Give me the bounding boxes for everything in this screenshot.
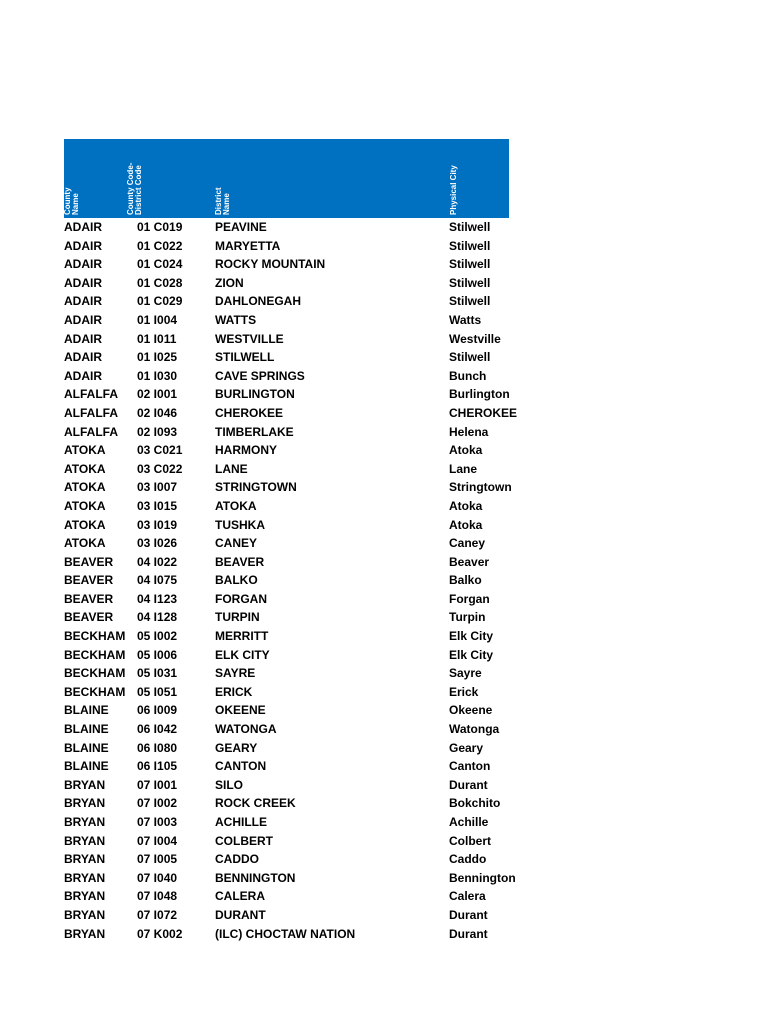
physical-city-cell[interactable]: Stilwell <box>449 350 491 365</box>
county-name-cell[interactable]: BEAVER <box>64 573 114 588</box>
district-code-cell[interactable]: 01 C019 <box>137 220 183 234</box>
district-name-cell[interactable]: CHEROKEE <box>215 405 284 420</box>
district-code-cell[interactable]: 05 I002 <box>137 629 178 644</box>
header-line: District <box>214 187 223 215</box>
district-code-cell[interactable]: 07 K002 <box>137 926 183 941</box>
physical-city-cell[interactable]: Atoka <box>449 517 483 532</box>
district-code-cell[interactable]: 06 I042 <box>137 722 178 737</box>
county-name-cell[interactable]: ATOKA <box>64 443 106 458</box>
district-code-cell[interactable]: 01 I025 <box>137 350 178 365</box>
district-code-cell[interactable]: 01 I011 <box>137 331 177 346</box>
district-name-cell[interactable]: DAHLONEGAH <box>215 294 301 309</box>
county-name-cell[interactable]: BRYAN <box>64 907 106 922</box>
physical-city-cell[interactable]: Helena <box>449 424 489 439</box>
district-code-cell[interactable]: 07 I040 <box>137 870 178 885</box>
district-name-cell[interactable]: CAVE SPRINGS <box>215 368 305 383</box>
physical-city-cell[interactable]: Turpin <box>449 610 486 625</box>
county-name-cell[interactable]: ADAIR <box>64 368 102 383</box>
district-code-cell[interactable]: 03 I015 <box>137 498 178 513</box>
table-row[interactable] <box>64 237 509 256</box>
district-name-cell[interactable]: STRINGTOWN <box>215 480 297 495</box>
table-row[interactable] <box>64 832 509 851</box>
county-name-cell[interactable]: ADAIR <box>64 275 102 290</box>
district-name-cell[interactable]: ZION <box>215 275 244 290</box>
district-name-cell[interactable]: BURLINGTON <box>215 387 295 402</box>
county-name-cell[interactable]: ADAIR <box>64 238 102 253</box>
physical-city-cell[interactable]: Durant <box>449 907 488 922</box>
district-code-cell[interactable]: 01 C028 <box>137 275 183 290</box>
district-code-cell[interactable]: 01 C029 <box>137 294 183 309</box>
physical-city-cell[interactable]: Stilwell <box>449 275 491 290</box>
table-row[interactable] <box>64 739 509 758</box>
table-row[interactable] <box>64 664 509 683</box>
physical-city-cell[interactable]: Erick <box>449 684 479 699</box>
district-name-cell[interactable]: LANE <box>215 461 248 476</box>
district-code-cell[interactable]: 04 I128 <box>137 610 178 625</box>
table-row[interactable] <box>64 608 509 627</box>
district-code-cell[interactable]: 02 I001 <box>137 387 178 402</box>
physical-city-cell[interactable]: Elk City <box>449 629 494 644</box>
district-name-cell[interactable]: BEAVER <box>215 554 265 569</box>
table-row[interactable] <box>64 385 509 404</box>
physical-city-cell[interactable]: Durant <box>449 926 488 941</box>
district-code-cell[interactable]: 02 I093 <box>137 424 178 439</box>
district-name-cell[interactable]: ERICK <box>215 684 253 699</box>
district-code-cell[interactable]: 05 I031 <box>137 666 178 681</box>
table-row[interactable] <box>64 534 509 553</box>
district-name-cell[interactable]: GEARY <box>215 740 258 755</box>
physical-city-cell[interactable]: CHEROKEE <box>449 405 518 420</box>
district-table <box>63 139 518 943</box>
physical-city-cell[interactable]: Bunch <box>449 368 487 383</box>
district-code-cell[interactable]: 06 I009 <box>137 703 178 718</box>
district-code-cell[interactable]: 07 I001 <box>137 777 178 792</box>
table-row[interactable] <box>64 348 509 367</box>
district-code-cell[interactable]: 03 C021 <box>137 443 183 458</box>
district-code-cell[interactable]: 05 I051 <box>137 684 178 699</box>
table-row[interactable] <box>64 683 509 702</box>
county-name-cell[interactable]: BLAINE <box>64 759 109 774</box>
district-name-cell[interactable]: TUSHKA <box>215 517 265 532</box>
county-name-cell[interactable]: BRYAN <box>64 870 106 885</box>
physical-city-cell[interactable]: Okeene <box>449 703 493 718</box>
district-name-cell[interactable]: OKEENE <box>215 703 266 718</box>
header-line: Physical City <box>449 165 458 215</box>
table-row[interactable] <box>64 404 518 423</box>
county-name-cell[interactable]: BRYAN <box>64 926 106 941</box>
district-name-cell[interactable]: BENNINGTON <box>215 870 296 885</box>
county-name-cell[interactable]: BRYAN <box>64 889 106 904</box>
physical-city-cell[interactable]: Burlington <box>449 387 510 402</box>
county-name-cell[interactable]: ATOKA <box>64 517 106 532</box>
physical-city-cell[interactable]: Caddo <box>449 852 487 867</box>
header-line: County Code- <box>126 162 135 215</box>
district-name-cell[interactable]: ROCKY MOUNTAIN <box>215 257 326 272</box>
header-county-name[interactable] <box>64 187 80 215</box>
county-name-cell[interactable]: ADAIR <box>64 257 102 272</box>
county-name-cell[interactable]: ALFALFA <box>64 424 118 439</box>
county-name-cell[interactable]: ALFALFA <box>64 387 118 402</box>
county-name-cell[interactable]: BEAVER <box>64 591 114 606</box>
county-name-cell[interactable]: ADAIR <box>64 294 102 309</box>
district-code-cell[interactable]: 07 I048 <box>137 889 178 904</box>
county-name-cell[interactable]: ATOKA <box>64 480 106 495</box>
header-line: Name <box>71 193 80 215</box>
county-name-cell[interactable]: BEAVER <box>64 554 114 569</box>
physical-city-cell[interactable]: Bennington <box>449 870 516 885</box>
county-name-cell[interactable]: BEAVER <box>64 610 114 625</box>
county-name-cell[interactable]: BECKHAM <box>64 629 126 644</box>
district-name-cell[interactable]: MERRITT <box>215 629 269 644</box>
district-code-cell[interactable]: 07 I072 <box>137 907 178 922</box>
physical-city-cell[interactable]: Elk City <box>449 647 494 662</box>
district-code-cell[interactable]: 01 I004 <box>137 312 178 327</box>
table-row[interactable] <box>64 869 516 888</box>
table-row[interactable] <box>64 478 512 497</box>
district-code-cell[interactable]: 03 I007 <box>137 480 178 495</box>
county-name-cell[interactable]: BECKHAM <box>64 666 126 681</box>
physical-city-cell[interactable]: Canton <box>449 759 491 774</box>
county-name-cell[interactable]: ATOKA <box>64 461 106 476</box>
county-name-cell[interactable]: BRYAN <box>64 777 106 792</box>
district-code-cell[interactable]: 01 I030 <box>137 368 178 383</box>
district-code-cell[interactable]: 06 I105 <box>137 759 178 774</box>
district-name-cell[interactable]: STILWELL <box>215 350 275 365</box>
table-row[interactable] <box>64 646 509 665</box>
district-name-cell[interactable]: CANEY <box>215 536 258 551</box>
table-row[interactable] <box>64 367 509 386</box>
district-code-cell[interactable]: 07 I002 <box>137 796 178 811</box>
physical-city-cell[interactable]: Beaver <box>449 554 490 569</box>
header-line: District Code <box>134 165 143 215</box>
district-code-cell[interactable]: 03 I019 <box>137 517 178 532</box>
table-row[interactable] <box>64 460 509 479</box>
district-code-cell[interactable]: 07 I005 <box>137 852 178 867</box>
header-physical-city[interactable] <box>450 165 458 215</box>
district-code-cell[interactable]: 04 I123 <box>137 591 178 606</box>
county-name-cell[interactable]: BRYAN <box>64 796 106 811</box>
county-name-cell[interactable]: ADAIR <box>64 331 102 346</box>
table-row[interactable] <box>64 757 509 776</box>
district-code-cell[interactable]: 03 I026 <box>137 536 178 551</box>
physical-city-cell[interactable]: Forgan <box>449 591 490 606</box>
district-name-cell[interactable]: TIMBERLAKE <box>215 424 294 439</box>
district-name-cell[interactable]: SILO <box>215 777 244 792</box>
table-row[interactable] <box>64 906 509 925</box>
table-row[interactable] <box>64 794 509 813</box>
district-name-cell[interactable]: ELK CITY <box>215 647 270 662</box>
county-name-cell[interactable]: BECKHAM <box>64 647 126 662</box>
district-name-cell[interactable]: MARYETTA <box>215 238 281 253</box>
header-line: Name <box>222 193 231 215</box>
physical-city-cell[interactable]: Stilwell <box>449 238 491 253</box>
district-code-cell[interactable]: 04 I075 <box>137 573 178 588</box>
table-row[interactable] <box>64 813 509 832</box>
table-row[interactable] <box>64 497 509 516</box>
table-row[interactable] <box>64 330 509 349</box>
physical-city-cell[interactable]: Lane <box>449 461 478 476</box>
table-row[interactable] <box>64 516 509 535</box>
table-row[interactable] <box>64 292 509 311</box>
county-name-cell[interactable]: ADAIR <box>64 312 102 327</box>
county-name-cell[interactable]: BRYAN <box>64 815 106 829</box>
district-code-cell[interactable]: 03 C022 <box>137 461 183 476</box>
district-name-cell[interactable]: WESTVILLE <box>215 331 284 346</box>
county-name-cell[interactable]: ATOKA <box>64 498 106 513</box>
table-row[interactable] <box>64 218 509 237</box>
physical-city-cell[interactable]: Stilwell <box>449 257 491 272</box>
district-name-cell[interactable]: WATONGA <box>215 722 277 737</box>
physical-city-cell[interactable]: Stringtown <box>449 480 512 495</box>
district-name-cell[interactable]: HARMONY <box>215 443 277 458</box>
table-row[interactable] <box>64 553 509 572</box>
physical-city-cell[interactable]: Stilwell <box>449 294 491 309</box>
table-header <box>64 139 509 218</box>
header-county-district-code[interactable] <box>127 163 143 215</box>
physical-city-cell[interactable]: Durant <box>449 777 488 792</box>
header-district-name[interactable] <box>215 187 231 215</box>
district-code-cell[interactable]: 07 I004 <box>137 833 178 848</box>
district-code-cell[interactable]: 01 C024 <box>137 257 183 272</box>
table-row[interactable] <box>64 590 509 609</box>
county-name-cell[interactable]: BECKHAM <box>64 684 126 699</box>
county-name-cell[interactable]: BRYAN <box>64 833 106 848</box>
physical-city-cell[interactable]: Watts <box>449 312 482 327</box>
table-row[interactable] <box>64 441 509 460</box>
district-name-cell[interactable]: CADDO <box>215 852 259 867</box>
physical-city-cell[interactable]: Sayre <box>449 666 482 681</box>
district-name-cell[interactable]: ROCK CREEK <box>215 796 296 811</box>
district-name-cell[interactable]: BALKO <box>215 573 258 588</box>
physical-city-cell[interactable]: Stilwell <box>449 220 491 234</box>
county-name-cell[interactable]: BRYAN <box>64 852 106 867</box>
district-code-cell[interactable]: 05 I006 <box>137 647 178 662</box>
county-name-cell[interactable]: BLAINE <box>64 703 109 718</box>
district-name-cell[interactable]: DURANT <box>215 907 266 922</box>
table-row[interactable] <box>64 627 509 646</box>
county-name-cell[interactable]: ALFALFA <box>64 405 118 420</box>
district-code-cell[interactable]: 01 C022 <box>137 238 183 253</box>
table-row[interactable] <box>64 571 509 590</box>
table-row[interactable] <box>64 720 509 739</box>
physical-city-cell[interactable]: Atoka <box>449 443 483 458</box>
physical-city-cell[interactable]: Atoka <box>449 498 483 513</box>
district-name-cell[interactable]: PEAVINE <box>215 220 267 234</box>
district-code-cell[interactable]: 04 I022 <box>137 554 178 569</box>
district-code-cell[interactable]: 02 I046 <box>137 405 178 420</box>
district-name-cell[interactable]: COLBERT <box>215 833 273 848</box>
physical-city-cell[interactable]: Calera <box>449 889 486 904</box>
district-name-cell[interactable]: CANTON <box>215 759 267 774</box>
table-row[interactable] <box>64 776 509 795</box>
district-name-cell[interactable]: FORGAN <box>215 591 267 606</box>
header-line: County <box>63 187 72 215</box>
physical-city-cell[interactable]: Caney <box>449 536 486 551</box>
table-row[interactable] <box>64 311 509 330</box>
physical-city-cell[interactable]: Westville <box>449 331 501 346</box>
district-code-cell[interactable]: 06 I080 <box>137 740 178 755</box>
county-name-cell[interactable]: BLAINE <box>64 722 109 737</box>
table-row[interactable] <box>64 925 509 944</box>
district-name-cell[interactable]: CALERA <box>215 889 265 904</box>
table-row[interactable] <box>64 274 509 293</box>
county-name-cell[interactable]: BLAINE <box>64 740 109 755</box>
district-name-cell[interactable]: SAYRE <box>215 666 256 681</box>
table-row[interactable] <box>64 887 509 906</box>
physical-city-cell[interactable]: Geary <box>449 740 484 755</box>
district-name-cell[interactable]: (ILC) CHOCTAW NATION <box>215 926 356 941</box>
county-name-cell[interactable]: ADAIR <box>64 350 102 365</box>
table-body <box>64 218 518 943</box>
table-row[interactable] <box>64 423 509 442</box>
physical-city-cell[interactable]: Bokchito <box>449 796 501 811</box>
district-name-cell[interactable]: WATTS <box>215 312 257 327</box>
table-row[interactable] <box>64 701 509 720</box>
district-code-cell[interactable]: 07 I003 <box>137 815 178 829</box>
physical-city-cell[interactable]: Balko <box>449 573 482 588</box>
district-name-cell[interactable]: ACHILLE <box>215 815 267 829</box>
county-name-cell[interactable]: ATOKA <box>64 536 106 551</box>
physical-city-cell[interactable]: Colbert <box>449 833 491 848</box>
district-name-cell[interactable]: ATOKA <box>215 498 257 513</box>
physical-city-cell[interactable]: Watonga <box>449 722 500 737</box>
district-name-cell[interactable]: TURPIN <box>215 610 260 625</box>
county-name-cell[interactable]: ADAIR <box>64 220 102 234</box>
table-row[interactable] <box>64 850 509 869</box>
table-row[interactable] <box>64 255 509 274</box>
physical-city-cell[interactable]: Achille <box>449 815 489 829</box>
